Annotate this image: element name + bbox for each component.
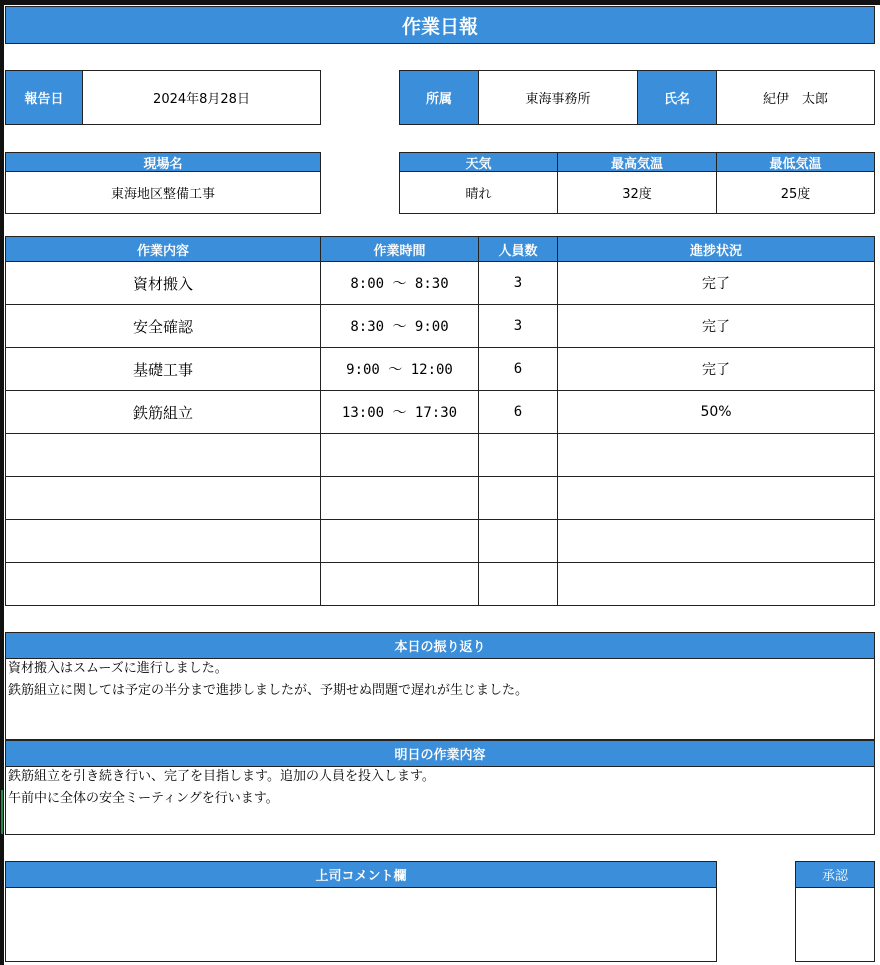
- site-label: 現場名: [6, 153, 320, 171]
- report-date-value[interactable]: 2024年8月28日: [153, 92, 250, 107]
- col-header-staff: 人員数: [479, 237, 557, 261]
- review-line-2[interactable]: 鉄筋組立に関しては予定の半分まで進捗しましたが、予期せぬ問題で遅れが生じました。: [8, 683, 529, 698]
- work-row-6-task[interactable]: [6, 477, 320, 519]
- comment-field[interactable]: [6, 888, 716, 961]
- tomorrow-line-2[interactable]: 午前中に全体の安全ミーティングを行います。: [8, 791, 279, 806]
- work-row-6-time[interactable]: [321, 477, 478, 519]
- work-row-2-task[interactable]: 安全確認: [132, 317, 193, 336]
- max-temp-label: 最高気温: [558, 153, 716, 171]
- report-date-label: 報告日: [6, 71, 82, 124]
- weather-value[interactable]: 晴れ: [465, 187, 492, 202]
- work-row-4-time[interactable]: 13:00 ～ 17:30: [341, 405, 458, 421]
- work-row-8-staff[interactable]: [479, 563, 557, 605]
- work-row-5-time[interactable]: [321, 434, 478, 476]
- tomorrow-label: 明日の作業内容: [6, 741, 874, 766]
- work-row-2-staff[interactable]: 3: [513, 318, 523, 334]
- work-row-4-progress[interactable]: 50%: [700, 404, 732, 420]
- work-row-8-time[interactable]: [321, 563, 478, 605]
- work-row-7-task[interactable]: [6, 520, 320, 562]
- work-row-3-staff[interactable]: 6: [513, 361, 523, 377]
- work-row-5-progress[interactable]: [558, 434, 874, 476]
- work-row-1-task[interactable]: 資材搬入: [132, 274, 193, 293]
- work-row-4-task[interactable]: 鉄筋組立: [132, 403, 193, 422]
- tomorrow-line-1[interactable]: 鉄筋組立を引き続き行い、完了を目指します。追加の人員を投入します。: [8, 769, 435, 784]
- approval-label: 承認: [796, 862, 874, 887]
- name-label: 氏名: [638, 71, 716, 124]
- approval-stamp-field[interactable]: [796, 888, 874, 961]
- max-temp-value[interactable]: 32度: [622, 187, 652, 202]
- work-row-7-progress[interactable]: [558, 520, 874, 562]
- min-temp-value[interactable]: 25度: [780, 187, 811, 202]
- work-row-2-time[interactable]: 8:30 ～ 9:00: [350, 319, 449, 335]
- name-value[interactable]: 紀伊 太郎: [762, 92, 828, 107]
- col-header-progress: 進捗状況: [558, 237, 874, 261]
- weather-label: 天気: [400, 153, 557, 171]
- spreadsheet-top-border: [0, 0, 880, 5]
- work-row-6-progress[interactable]: [558, 477, 874, 519]
- comment-label: 上司コメント欄: [6, 862, 716, 887]
- work-row-5-staff[interactable]: [479, 434, 557, 476]
- review-line-1[interactable]: 資材搬入はスムーズに進行しました。: [8, 661, 228, 676]
- work-row-4-staff[interactable]: 6: [513, 404, 523, 420]
- work-row-1-progress[interactable]: 完了: [702, 276, 730, 292]
- work-row-8-task[interactable]: [6, 563, 320, 605]
- min-temp-label: 最低気温: [717, 153, 874, 171]
- row-selection-marker: [1, 790, 3, 834]
- work-row-5-task[interactable]: [6, 434, 320, 476]
- work-row-3-progress[interactable]: 完了: [702, 362, 730, 378]
- site-value[interactable]: 東海地区整備工事: [110, 187, 215, 202]
- page-title: 作業日報: [5, 6, 875, 44]
- work-row-6-staff[interactable]: [479, 477, 557, 519]
- col-header-task: 作業内容: [6, 237, 320, 261]
- dept-label: 所属: [400, 71, 478, 124]
- work-row-8-progress[interactable]: [558, 563, 874, 605]
- work-row-1-staff[interactable]: 3: [513, 275, 523, 291]
- review-label: 本日の振り返り: [6, 633, 874, 658]
- work-row-7-staff[interactable]: [479, 520, 557, 562]
- work-row-1-time[interactable]: 8:00 ～ 8:30: [350, 276, 449, 292]
- work-row-3-time[interactable]: 9:00 ～ 12:00: [346, 362, 453, 378]
- work-row-2-progress[interactable]: 完了: [702, 319, 730, 335]
- col-header-time: 作業時間: [321, 237, 478, 261]
- dept-value[interactable]: 東海事務所: [525, 92, 591, 107]
- work-row-7-time[interactable]: [321, 520, 478, 562]
- work-row-3-task[interactable]: 基礎工事: [132, 360, 193, 379]
